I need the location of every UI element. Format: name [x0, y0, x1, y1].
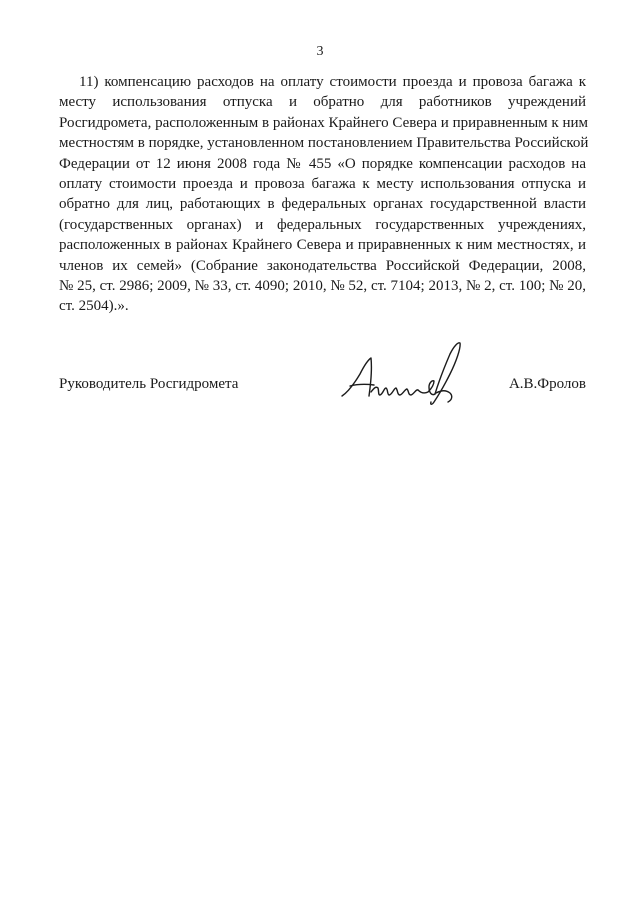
paragraph-line: обратно для лиц, работающих в федеральных органах государственной власти — [59, 196, 586, 213]
signer-name: А.В.Фролов — [508, 376, 586, 392]
paragraph-line: ст. 2504).». — [59, 298, 129, 315]
paragraph-line: № 25, ст. 2986; 2009, № 33, ст. 4090; 2010, № 52, ст. 7104; 2013, № 2, ст. 100; № 20, — [59, 277, 586, 294]
signature-block — [59, 376, 586, 396]
paragraph-line: Федерации от 12 июня 2008 года № 455 «О порядке компенсации расходов на — [59, 155, 586, 172]
paragraph-line: месту использования отпуска и обратно для работников учреждений — [59, 94, 586, 111]
handwritten-signature — [338, 338, 468, 410]
paragraph-line: оплату стоимости проезда и провоза багажа к месту использования отпуска и — [59, 175, 586, 192]
paragraph-line: местностям в порядке, установленном постановлением Правительства Российской — [59, 135, 589, 152]
paragraph-item-11 — [59, 72, 589, 317]
paragraph-line: 11) компенсацию расходов на оплату стоимости проезда и провоза багажа к — [79, 74, 586, 90]
signer-title: Руководитель Росгидромета — [59, 376, 239, 392]
page-number: 3 — [316, 44, 324, 59]
paragraph-line: членов их семей» (Собрание законодательства Российской Федерации, 2008, — [59, 257, 586, 274]
paragraph-line: Росгидромета, расположенным в районах Крайнего Севера и приравненным к ним — [59, 114, 589, 131]
paragraph-line: (государственных органах) и федеральных государственных учреждениях, — [59, 216, 586, 233]
paragraph-line: расположенных в районах Крайнего Севера и приравненных к ним местностях, и — [59, 237, 586, 254]
